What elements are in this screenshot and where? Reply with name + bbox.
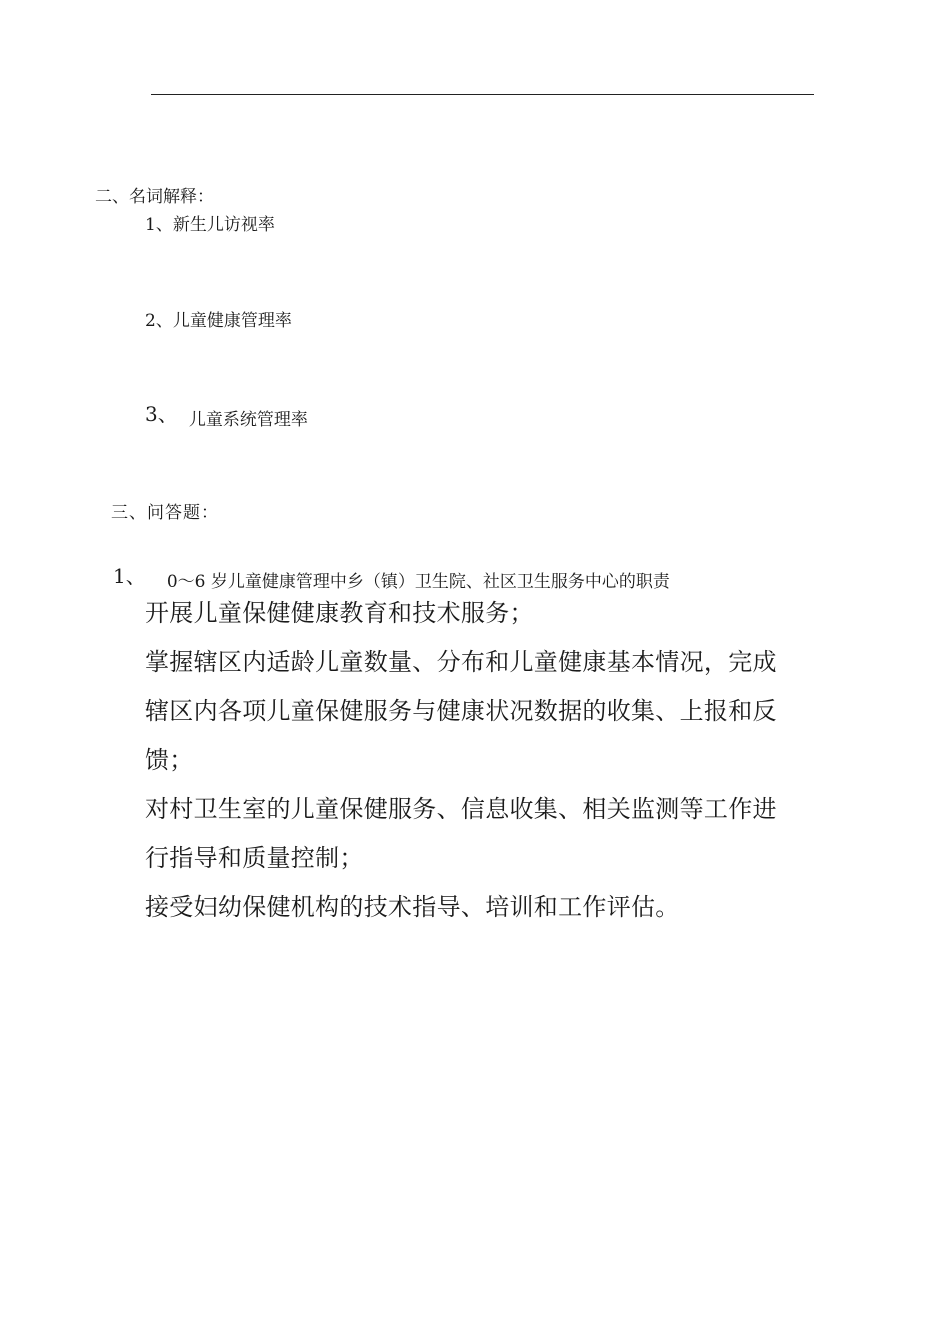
answer-line: 对村卫生室的儿童保健服务、信息收集、相关监测等工作进 (145, 795, 777, 823)
answer-line: 开展儿童保健健康教育和技术服务； (145, 599, 534, 627)
definition-number: 1、 (145, 215, 173, 235)
definition-item-3 (145, 402, 308, 430)
definition-number: 3、 (145, 402, 178, 426)
answer-body (145, 589, 817, 932)
definition-term: 儿童系统管理率 (188, 410, 308, 430)
section-heading-definitions: 二、名词解释： (95, 187, 214, 207)
section-heading-questions: 三、问答题： (111, 503, 219, 523)
answer-line: 接受妇幼保健机构的技术指导、培训和工作评估。 (145, 893, 680, 921)
question-text: 0～6 岁儿童健康管理中乡（镇）卫生院、社区卫生服务中心的职责 (166, 572, 670, 592)
definition-term: 新生儿访视率 (172, 215, 275, 235)
definition-term: 儿童健康管理率 (172, 311, 292, 331)
question-number: 1、 (113, 564, 146, 588)
answer-line: 馈； (145, 746, 194, 774)
answer-line: 掌握辖区内适龄儿童数量、分布和儿童健康基本情况，完成 (145, 648, 777, 676)
question-item-1 (113, 564, 670, 592)
definition-item-1 (145, 215, 275, 235)
answer-line: 辖区内各项儿童保健服务与健康状况数据的收集、上报和反 (145, 697, 777, 725)
answer-line: 行指导和质量控制； (145, 844, 364, 872)
header-rule (151, 94, 814, 95)
definition-item-2 (145, 311, 292, 331)
definition-number: 2、 (145, 311, 173, 331)
